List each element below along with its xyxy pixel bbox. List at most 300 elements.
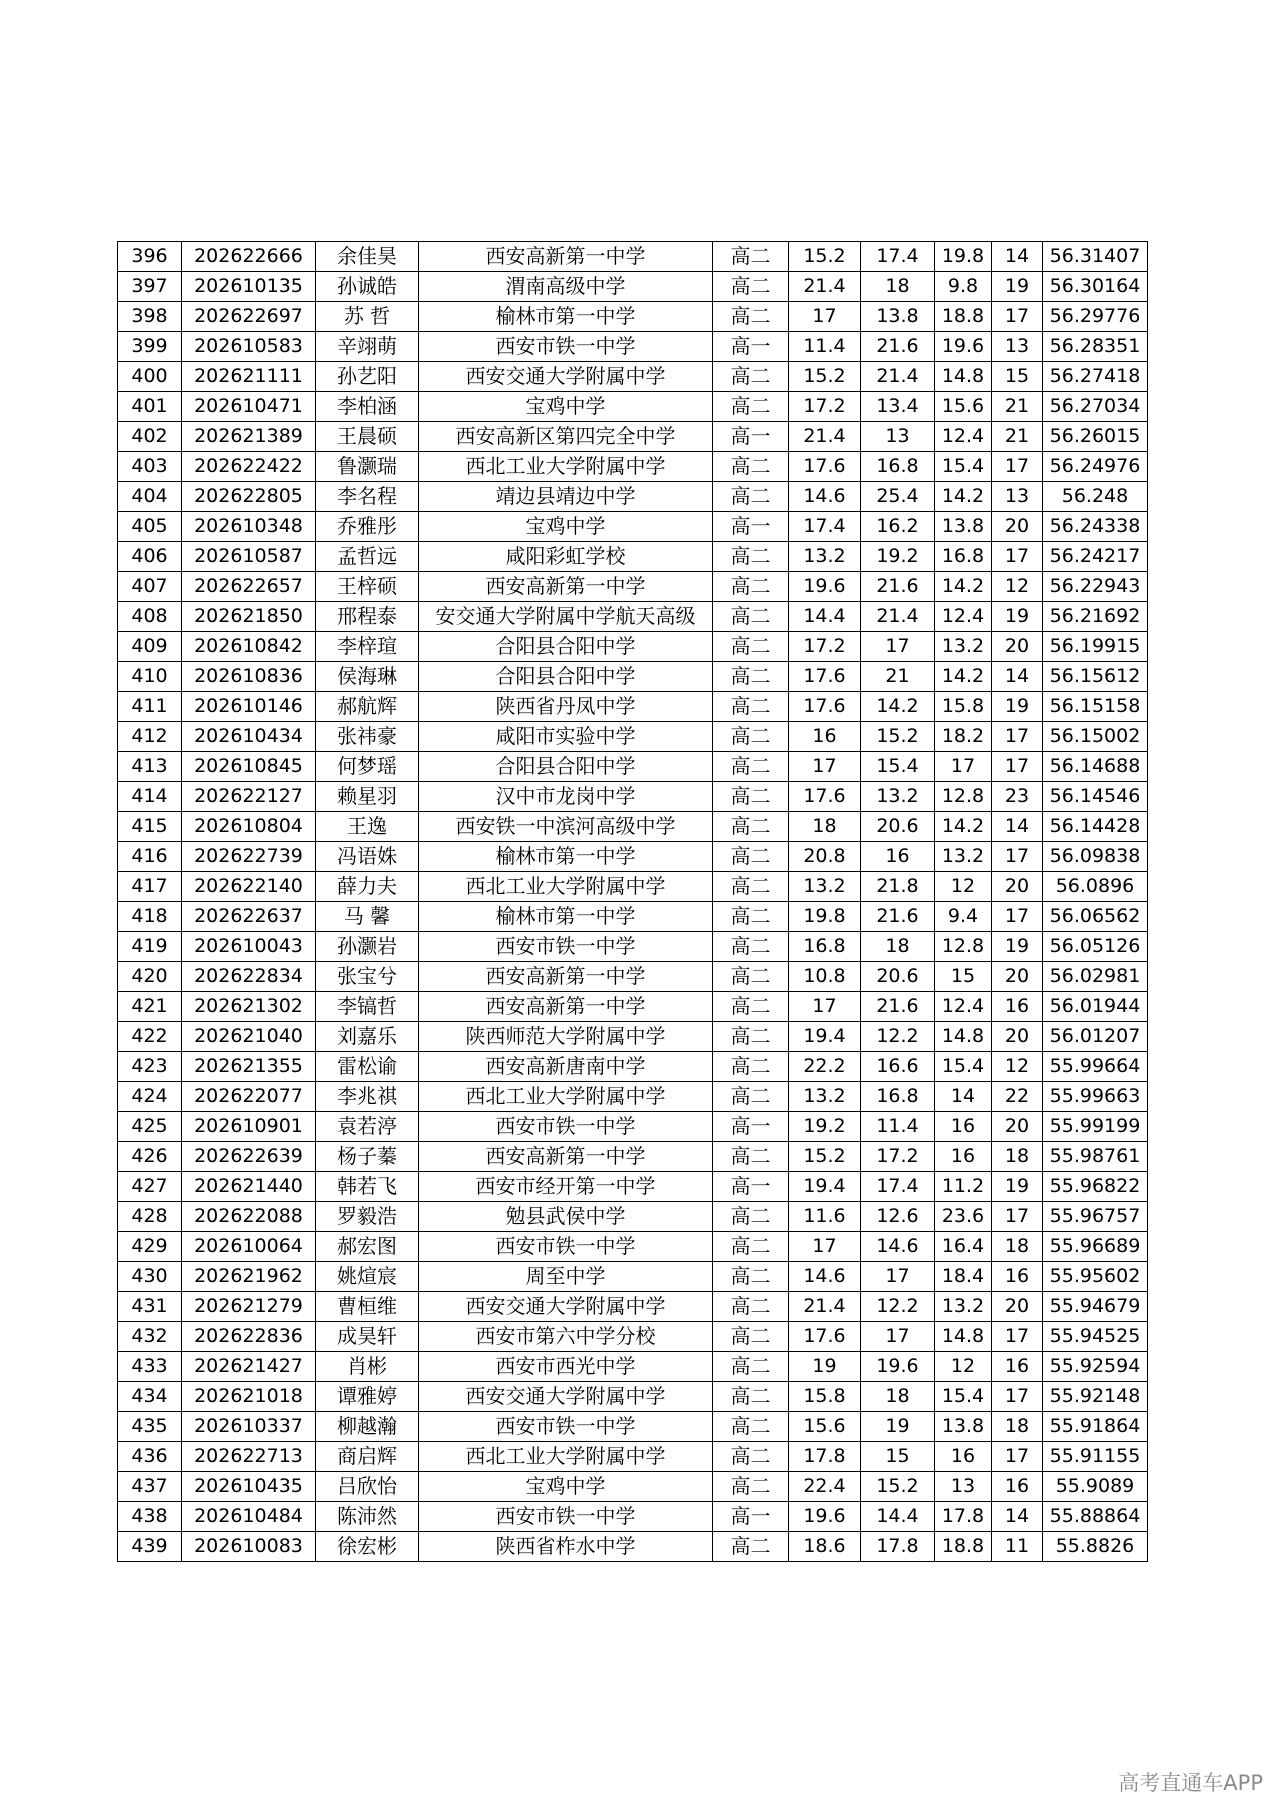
score1-cell: 19.6	[789, 1502, 861, 1532]
rank-cell: 409	[118, 632, 182, 662]
score3-cell: 16.8	[935, 542, 992, 572]
exam-id-cell: 202622637	[182, 902, 316, 932]
school-cell: 西安交通大学附属中学	[419, 1382, 713, 1412]
score4-cell: 20	[992, 632, 1043, 662]
total-cell: 55.99663	[1043, 1082, 1148, 1112]
table-row	[118, 692, 1148, 722]
table-row	[118, 1142, 1148, 1172]
name-cell: 侯海琳	[316, 662, 419, 692]
score3-cell: 23.6	[935, 1202, 992, 1232]
name-cell: 王晨硕	[316, 422, 419, 452]
score3-cell: 12.4	[935, 602, 992, 632]
total-cell: 56.21692	[1043, 602, 1148, 632]
exam-id-cell: 202610836	[182, 662, 316, 692]
score4-cell: 17	[992, 722, 1043, 752]
name-cell: 吕欣怡	[316, 1472, 419, 1502]
rank-cell: 420	[118, 962, 182, 992]
score1-cell: 13.2	[789, 1082, 861, 1112]
score2-cell: 13	[861, 422, 935, 452]
table-row	[118, 512, 1148, 542]
table-row	[118, 992, 1148, 1022]
score1-cell: 14.6	[789, 482, 861, 512]
total-cell: 55.9089	[1043, 1472, 1148, 1502]
school-cell: 西安高新第一中学	[419, 1142, 713, 1172]
rank-cell: 430	[118, 1262, 182, 1292]
table-row	[118, 842, 1148, 872]
exam-id-cell: 202622140	[182, 872, 316, 902]
grade-cell: 高二	[713, 542, 789, 572]
score2-cell: 13.4	[861, 392, 935, 422]
score2-cell: 21.4	[861, 602, 935, 632]
grade-cell: 高一	[713, 422, 789, 452]
score4-cell: 12	[992, 1052, 1043, 1082]
total-cell: 55.94525	[1043, 1322, 1148, 1352]
table-row	[118, 812, 1148, 842]
table-row	[118, 482, 1148, 512]
score4-cell: 21	[992, 392, 1043, 422]
exam-id-cell: 202610583	[182, 332, 316, 362]
grade-cell: 高二	[713, 1142, 789, 1172]
name-cell: 何梦瑶	[316, 752, 419, 782]
school-cell: 靖边县靖边中学	[419, 482, 713, 512]
table-row	[118, 1202, 1148, 1232]
exam-id-cell: 202622088	[182, 1202, 316, 1232]
score4-cell: 12	[992, 572, 1043, 602]
exam-id-cell: 202610471	[182, 392, 316, 422]
score4-cell: 16	[992, 1262, 1043, 1292]
score2-cell: 12.2	[861, 1292, 935, 1322]
name-cell: 李兆祺	[316, 1082, 419, 1112]
score3-cell: 15.4	[935, 452, 992, 482]
table-row	[118, 722, 1148, 752]
total-cell: 56.01207	[1043, 1022, 1148, 1052]
total-cell: 55.92148	[1043, 1382, 1148, 1412]
rank-cell: 403	[118, 452, 182, 482]
rank-cell: 416	[118, 842, 182, 872]
score1-cell: 17.6	[789, 1322, 861, 1352]
score2-cell: 17	[861, 1322, 935, 1352]
grade-cell: 高二	[713, 242, 789, 272]
total-cell: 55.98761	[1043, 1142, 1148, 1172]
school-cell: 宝鸡中学	[419, 392, 713, 422]
table-row	[118, 1472, 1148, 1502]
school-cell: 陕西师范大学附属中学	[419, 1022, 713, 1052]
score1-cell: 13.2	[789, 542, 861, 572]
exam-id-cell: 202622422	[182, 452, 316, 482]
score2-cell: 16.8	[861, 452, 935, 482]
score4-cell: 14	[992, 812, 1043, 842]
school-cell: 西安高新区第四完全中学	[419, 422, 713, 452]
school-cell: 合阳县合阳中学	[419, 632, 713, 662]
grade-cell: 高二	[713, 482, 789, 512]
name-cell: 谭雅婷	[316, 1382, 419, 1412]
score3-cell: 12.8	[935, 932, 992, 962]
exam-id-cell: 202621962	[182, 1262, 316, 1292]
score4-cell: 19	[992, 932, 1043, 962]
school-cell: 西安交通大学附属中学	[419, 1292, 713, 1322]
grade-cell: 高二	[713, 842, 789, 872]
score2-cell: 11.4	[861, 1112, 935, 1142]
name-cell: 姚煊宸	[316, 1262, 419, 1292]
exam-id-cell: 202610083	[182, 1532, 316, 1562]
rank-cell: 431	[118, 1292, 182, 1322]
name-cell: 徐宏彬	[316, 1532, 419, 1562]
rank-cell: 418	[118, 902, 182, 932]
score2-cell: 17.2	[861, 1142, 935, 1172]
score3-cell: 18.8	[935, 1532, 992, 1562]
score4-cell: 11	[992, 1532, 1043, 1562]
total-cell: 55.96757	[1043, 1202, 1148, 1232]
total-cell: 55.99199	[1043, 1112, 1148, 1142]
score4-cell: 21	[992, 422, 1043, 452]
grade-cell: 高一	[713, 1502, 789, 1532]
grade-cell: 高二	[713, 1532, 789, 1562]
rank-cell: 425	[118, 1112, 182, 1142]
table-row	[118, 452, 1148, 482]
table-row	[118, 602, 1148, 632]
table-row	[118, 542, 1148, 572]
score1-cell: 20.8	[789, 842, 861, 872]
name-cell: 赖星羽	[316, 782, 419, 812]
school-cell: 汉中市龙岗中学	[419, 782, 713, 812]
score4-cell: 17	[992, 752, 1043, 782]
total-cell: 56.19915	[1043, 632, 1148, 662]
school-cell: 合阳县合阳中学	[419, 662, 713, 692]
school-cell: 宝鸡中学	[419, 1472, 713, 1502]
total-cell: 55.92594	[1043, 1352, 1148, 1382]
rank-cell: 400	[118, 362, 182, 392]
name-cell: 邢程泰	[316, 602, 419, 632]
school-cell: 西安市铁一中学	[419, 1112, 713, 1142]
rank-cell: 413	[118, 752, 182, 782]
total-cell: 56.24217	[1043, 542, 1148, 572]
score1-cell: 11.6	[789, 1202, 861, 1232]
school-cell: 西安高新第一中学	[419, 572, 713, 602]
grade-cell: 高二	[713, 782, 789, 812]
rank-cell: 411	[118, 692, 182, 722]
score2-cell: 17	[861, 1262, 935, 1292]
score3-cell: 15.6	[935, 392, 992, 422]
score2-cell: 20.6	[861, 962, 935, 992]
total-cell: 56.29776	[1043, 302, 1148, 332]
score1-cell: 22.2	[789, 1052, 861, 1082]
score4-cell: 17	[992, 542, 1043, 572]
rank-cell: 419	[118, 932, 182, 962]
score1-cell: 17.2	[789, 632, 861, 662]
table-row	[118, 1352, 1148, 1382]
table-row	[118, 1532, 1148, 1562]
name-cell: 余佳昊	[316, 242, 419, 272]
total-cell: 55.94679	[1043, 1292, 1148, 1322]
rank-cell: 396	[118, 242, 182, 272]
score3-cell: 19.8	[935, 242, 992, 272]
score2-cell: 21.8	[861, 872, 935, 902]
exam-id-cell: 202621440	[182, 1172, 316, 1202]
rank-cell: 421	[118, 992, 182, 1022]
total-cell: 56.15002	[1043, 722, 1148, 752]
name-cell: 李镐哲	[316, 992, 419, 1022]
exam-id-cell: 202610146	[182, 692, 316, 722]
exam-id-cell: 202610842	[182, 632, 316, 662]
exam-id-cell: 202621111	[182, 362, 316, 392]
name-cell: 肖彬	[316, 1352, 419, 1382]
watermark: 高考直通车APP	[1118, 1771, 1263, 1795]
school-cell: 榆林市第一中学	[419, 902, 713, 932]
grade-cell: 高二	[713, 1382, 789, 1412]
score1-cell: 17.6	[789, 662, 861, 692]
grade-cell: 高二	[713, 1262, 789, 1292]
score1-cell: 17	[789, 752, 861, 782]
rank-cell: 427	[118, 1172, 182, 1202]
table-row	[118, 1292, 1148, 1322]
grade-cell: 高二	[713, 752, 789, 782]
score2-cell: 15.4	[861, 752, 935, 782]
exam-id-cell: 202610845	[182, 752, 316, 782]
exam-id-cell: 202622805	[182, 482, 316, 512]
score3-cell: 18.4	[935, 1262, 992, 1292]
exam-id-cell: 202621040	[182, 1022, 316, 1052]
score1-cell: 19.4	[789, 1022, 861, 1052]
grade-cell: 高一	[713, 332, 789, 362]
table-row	[118, 1382, 1148, 1412]
name-cell: 苏 哲	[316, 302, 419, 332]
score1-cell: 17.6	[789, 782, 861, 812]
exam-id-cell: 202622836	[182, 1322, 316, 1352]
rank-cell: 402	[118, 422, 182, 452]
exam-id-cell: 202621389	[182, 422, 316, 452]
score2-cell: 12.2	[861, 1022, 935, 1052]
score1-cell: 15.2	[789, 242, 861, 272]
rank-cell: 436	[118, 1442, 182, 1472]
score3-cell: 18.8	[935, 302, 992, 332]
school-cell: 西北工业大学附属中学	[419, 872, 713, 902]
total-cell: 55.91155	[1043, 1442, 1148, 1472]
score2-cell: 14.4	[861, 1502, 935, 1532]
score4-cell: 20	[992, 512, 1043, 542]
grade-cell: 高一	[713, 1112, 789, 1142]
score3-cell: 14.2	[935, 482, 992, 512]
name-cell: 李柏涵	[316, 392, 419, 422]
score2-cell: 17.8	[861, 1532, 935, 1562]
total-cell: 55.96689	[1043, 1232, 1148, 1262]
table-row	[118, 332, 1148, 362]
score1-cell: 19.8	[789, 902, 861, 932]
total-cell: 55.88864	[1043, 1502, 1148, 1532]
name-cell: 冯语姝	[316, 842, 419, 872]
total-cell: 56.09838	[1043, 842, 1148, 872]
score3-cell: 16	[935, 1112, 992, 1142]
score2-cell: 20.6	[861, 812, 935, 842]
table-row	[118, 1442, 1148, 1472]
score4-cell: 14	[992, 242, 1043, 272]
table-row	[118, 362, 1148, 392]
school-cell: 勉县武侯中学	[419, 1202, 713, 1232]
score2-cell: 25.4	[861, 482, 935, 512]
rank-cell: 429	[118, 1232, 182, 1262]
school-cell: 西安高新第一中学	[419, 962, 713, 992]
total-cell: 56.28351	[1043, 332, 1148, 362]
score2-cell: 18	[861, 932, 935, 962]
score2-cell: 18	[861, 272, 935, 302]
school-cell: 西安铁一中滨河高级中学	[419, 812, 713, 842]
name-cell: 乔雅彤	[316, 512, 419, 542]
score4-cell: 17	[992, 1442, 1043, 1472]
exam-id-cell: 202621302	[182, 992, 316, 1022]
school-cell: 陕西省柞水中学	[419, 1532, 713, 1562]
total-cell: 56.15612	[1043, 662, 1148, 692]
exam-id-cell: 202622127	[182, 782, 316, 812]
score4-cell: 23	[992, 782, 1043, 812]
score1-cell: 17.6	[789, 452, 861, 482]
score4-cell: 17	[992, 302, 1043, 332]
score1-cell: 17.6	[789, 692, 861, 722]
name-cell: 商启辉	[316, 1442, 419, 1472]
score1-cell: 14.4	[789, 602, 861, 632]
grade-cell: 高二	[713, 1352, 789, 1382]
total-cell: 55.96822	[1043, 1172, 1148, 1202]
rank-cell: 414	[118, 782, 182, 812]
rank-cell: 428	[118, 1202, 182, 1232]
score3-cell: 9.8	[935, 272, 992, 302]
score4-cell: 17	[992, 1382, 1043, 1412]
score2-cell: 15.2	[861, 722, 935, 752]
score3-cell: 14.8	[935, 1022, 992, 1052]
score4-cell: 13	[992, 482, 1043, 512]
rank-cell: 404	[118, 482, 182, 512]
score4-cell: 13	[992, 332, 1043, 362]
score2-cell: 15.2	[861, 1472, 935, 1502]
name-cell: 李名程	[316, 482, 419, 512]
grade-cell: 高二	[713, 962, 789, 992]
table-row	[118, 752, 1148, 782]
name-cell: 韩若飞	[316, 1172, 419, 1202]
score3-cell: 15	[935, 962, 992, 992]
score2-cell: 16.8	[861, 1082, 935, 1112]
score4-cell: 15	[992, 362, 1043, 392]
score3-cell: 9.4	[935, 902, 992, 932]
school-cell: 西安市经开第一中学	[419, 1172, 713, 1202]
rank-cell: 398	[118, 302, 182, 332]
score2-cell: 21.4	[861, 362, 935, 392]
total-cell: 56.26015	[1043, 422, 1148, 452]
name-cell: 孙灏岩	[316, 932, 419, 962]
exam-id-cell: 202610043	[182, 932, 316, 962]
exam-id-cell: 202622639	[182, 1142, 316, 1172]
grade-cell: 高二	[713, 572, 789, 602]
school-cell: 合阳县合阳中学	[419, 752, 713, 782]
total-cell: 56.27034	[1043, 392, 1148, 422]
name-cell: 陈沛然	[316, 1502, 419, 1532]
table-row	[118, 1082, 1148, 1112]
school-cell: 西安市第六中学分校	[419, 1322, 713, 1352]
exam-id-cell: 202622657	[182, 572, 316, 602]
score2-cell: 21.6	[861, 332, 935, 362]
score3-cell: 13.2	[935, 1292, 992, 1322]
table-row	[118, 932, 1148, 962]
score3-cell: 14.2	[935, 662, 992, 692]
school-cell: 西安高新第一中学	[419, 992, 713, 1022]
total-cell: 55.91864	[1043, 1412, 1148, 1442]
exam-id-cell: 202610434	[182, 722, 316, 752]
grade-cell: 高二	[713, 872, 789, 902]
rank-cell: 410	[118, 662, 182, 692]
score2-cell: 21	[861, 662, 935, 692]
score4-cell: 14	[992, 1502, 1043, 1532]
name-cell: 柳越瀚	[316, 1412, 419, 1442]
exam-id-cell: 202621427	[182, 1352, 316, 1382]
name-cell: 刘嘉乐	[316, 1022, 419, 1052]
score2-cell: 19.6	[861, 1352, 935, 1382]
score2-cell: 17	[861, 632, 935, 662]
score1-cell: 15.6	[789, 1412, 861, 1442]
exam-id-cell: 202621355	[182, 1052, 316, 1082]
grade-cell: 高二	[713, 392, 789, 422]
exam-id-cell: 202610435	[182, 1472, 316, 1502]
table-row	[118, 422, 1148, 452]
score3-cell: 18.2	[935, 722, 992, 752]
score3-cell: 14.2	[935, 812, 992, 842]
score2-cell: 21.6	[861, 902, 935, 932]
table-row	[118, 902, 1148, 932]
score3-cell: 13.2	[935, 632, 992, 662]
name-cell: 成昊轩	[316, 1322, 419, 1352]
grade-cell: 高二	[713, 602, 789, 632]
rank-cell: 406	[118, 542, 182, 572]
grade-cell: 高二	[713, 1412, 789, 1442]
name-cell: 郝航辉	[316, 692, 419, 722]
total-cell: 56.31407	[1043, 242, 1148, 272]
table-row	[118, 1112, 1148, 1142]
grade-cell: 高二	[713, 1322, 789, 1352]
school-cell: 西安市铁一中学	[419, 1502, 713, 1532]
table-row	[118, 662, 1148, 692]
grade-cell: 高二	[713, 1472, 789, 1502]
total-cell: 55.99664	[1043, 1052, 1148, 1082]
score1-cell: 21.4	[789, 1292, 861, 1322]
name-cell: 曹桓维	[316, 1292, 419, 1322]
rank-cell: 437	[118, 1472, 182, 1502]
total-cell: 56.01944	[1043, 992, 1148, 1022]
total-cell: 56.15158	[1043, 692, 1148, 722]
score3-cell: 16.4	[935, 1232, 992, 1262]
score4-cell: 16	[992, 992, 1043, 1022]
score4-cell: 22	[992, 1082, 1043, 1112]
rank-cell: 424	[118, 1082, 182, 1112]
score4-cell: 19	[992, 692, 1043, 722]
table-row	[118, 242, 1148, 272]
score2-cell: 21.6	[861, 992, 935, 1022]
grade-cell: 高二	[713, 1292, 789, 1322]
school-cell: 榆林市第一中学	[419, 302, 713, 332]
school-cell: 咸阳市实验中学	[419, 722, 713, 752]
school-cell: 西安高新第一中学	[419, 242, 713, 272]
table-row	[118, 1052, 1148, 1082]
rank-cell: 435	[118, 1412, 182, 1442]
total-cell: 56.30164	[1043, 272, 1148, 302]
score1-cell: 22.4	[789, 1472, 861, 1502]
score1-cell: 13.2	[789, 872, 861, 902]
exam-id-cell: 202622739	[182, 842, 316, 872]
rank-cell: 422	[118, 1022, 182, 1052]
score2-cell: 14.2	[861, 692, 935, 722]
school-cell: 西安交通大学附属中学	[419, 362, 713, 392]
table-body	[118, 242, 1148, 1562]
score1-cell: 17	[789, 1232, 861, 1262]
table-row	[118, 1412, 1148, 1442]
score3-cell: 13	[935, 1472, 992, 1502]
grade-cell: 高二	[713, 1082, 789, 1112]
score4-cell: 16	[992, 1352, 1043, 1382]
